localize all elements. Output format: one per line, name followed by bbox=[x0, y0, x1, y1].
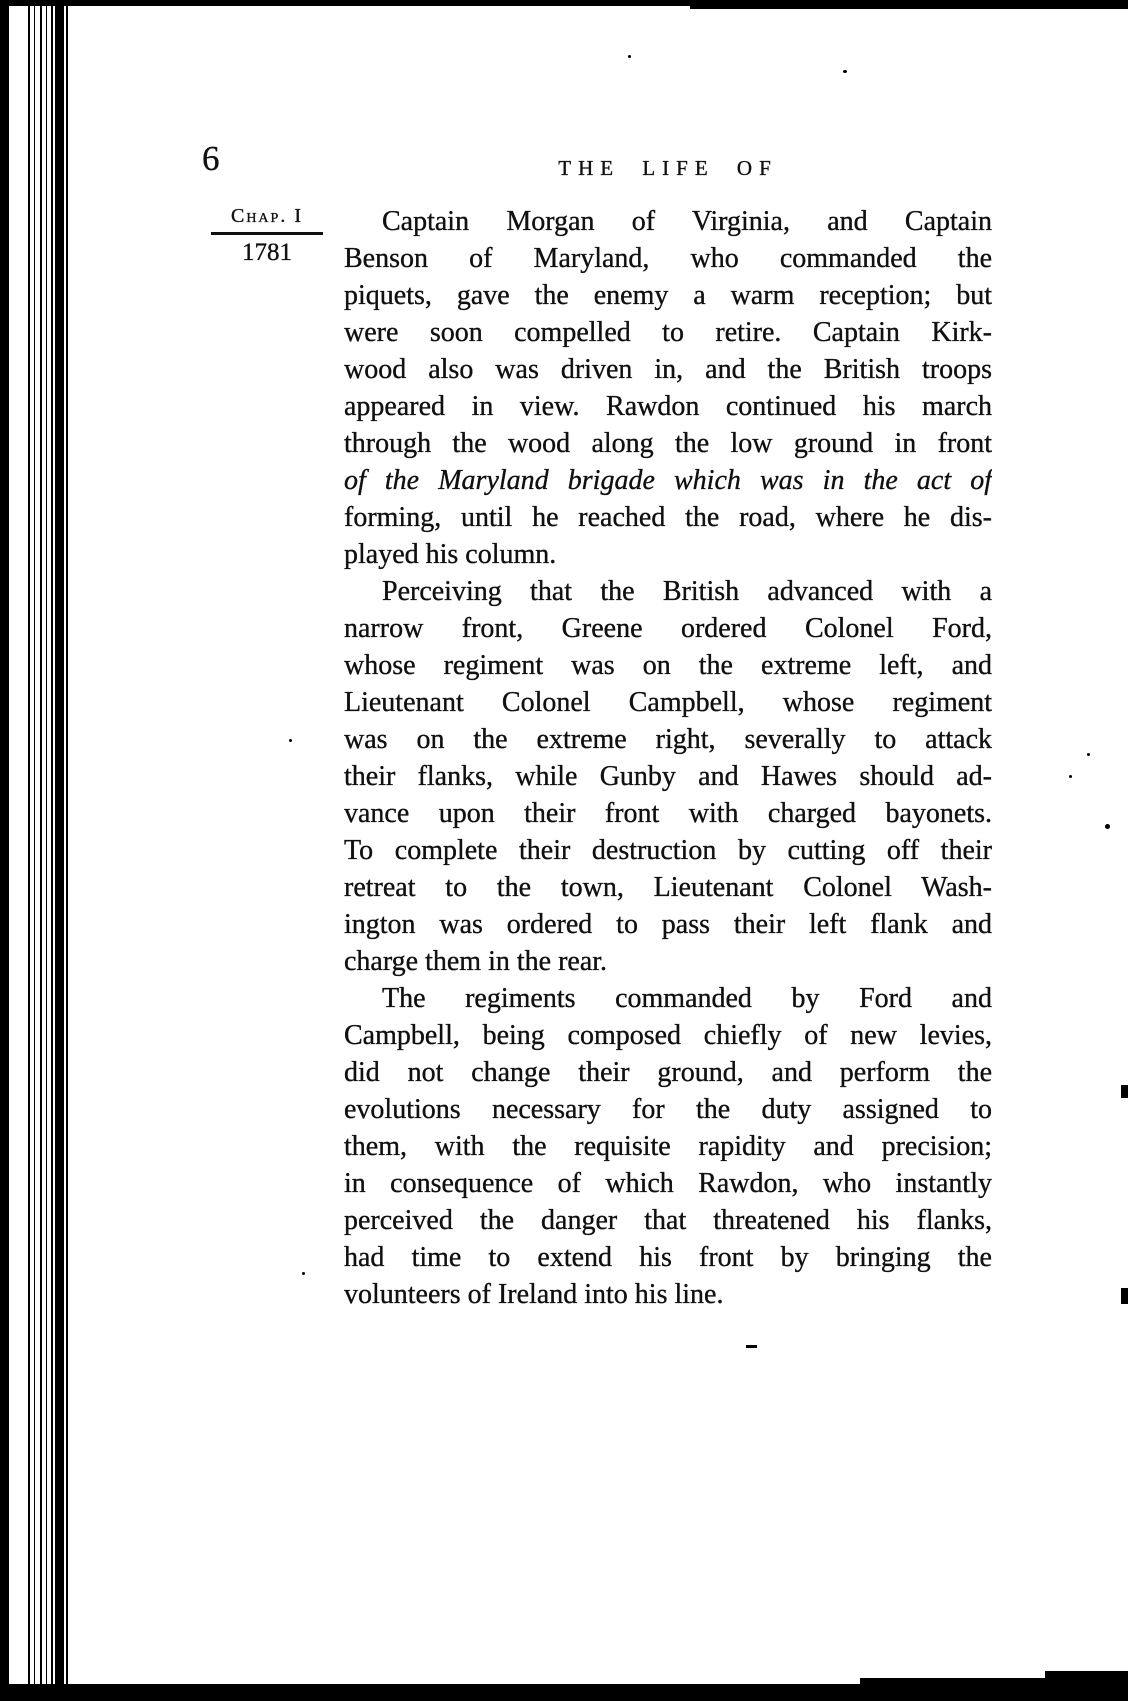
text-line: Captain Morgan of Virginia, and Captain bbox=[382, 206, 992, 237]
text-line: To complete their destruction by cutting off their bbox=[344, 835, 992, 866]
scan-speck bbox=[1087, 753, 1090, 756]
text-line: volunteers of Ireland into his line. bbox=[344, 1279, 724, 1310]
text-line: of the Maryland brigade which was in the act of bbox=[344, 465, 992, 496]
text-line: ington was ordered to pass their left flank and bbox=[344, 909, 992, 940]
text-line: vance upon their front with charged bayonets. bbox=[344, 798, 992, 829]
text-line: whose regiment was on the extreme left, and bbox=[344, 650, 992, 681]
scan-edge-top-right bbox=[690, 0, 1128, 9]
margin-note bbox=[211, 204, 323, 265]
body-text bbox=[344, 203, 992, 1313]
scan-speck bbox=[289, 739, 292, 742]
scan-mark bbox=[1121, 1085, 1128, 1098]
gutter-line bbox=[66, 4, 68, 1694]
gutter-line bbox=[34, 4, 35, 1694]
scan-mark bbox=[1121, 1288, 1128, 1304]
gutter-line bbox=[51, 4, 53, 1694]
running-header: THE LIFE OF bbox=[558, 156, 778, 180]
text-line: piquets, gave the enemy a warm reception; but bbox=[344, 280, 992, 311]
gutter-line bbox=[28, 4, 30, 1694]
text-line: evolutions necessary for the duty assigned to bbox=[344, 1094, 992, 1125]
scan-speck bbox=[1105, 824, 1110, 829]
text-line: Perceiving that the British advanced with a bbox=[382, 576, 992, 607]
scan-speck bbox=[302, 1272, 305, 1275]
gutter-line bbox=[46, 4, 47, 1694]
margin-rule bbox=[211, 232, 323, 235]
text-line: retreat to the town, Lieutenant Colonel Wash- bbox=[344, 872, 992, 903]
gutter-line bbox=[40, 4, 42, 1694]
scan-speck bbox=[1069, 775, 1072, 778]
chapter-label: Chap. I bbox=[230, 205, 303, 227]
text-line: Campbell, being composed chiefly of new levies, bbox=[344, 1020, 992, 1051]
text-line: forming, until he reached the road, where he dis- bbox=[344, 502, 992, 533]
text-line: played his column. bbox=[344, 539, 557, 570]
text-line: was on the extreme right, severally to attack bbox=[344, 724, 992, 755]
text-line: appeared in view. Rawdon continued his march bbox=[344, 391, 992, 422]
text-line: charge them in the rear. bbox=[344, 946, 608, 977]
text-line: them, with the requisite rapidity and precision; bbox=[344, 1131, 992, 1162]
text-line: did not change their ground, and perform the bbox=[344, 1057, 992, 1088]
text-line: narrow front, Greene ordered Colonel Ford, bbox=[344, 613, 992, 644]
book-gutter-lines bbox=[0, 4, 90, 1694]
scan-edge-bottom-corner bbox=[1045, 1671, 1128, 1685]
scan-mark bbox=[746, 1345, 757, 1348]
text-line: perceived the danger that threatened his flanks, bbox=[344, 1205, 992, 1236]
text-line: their flanks, while Gunby and Hawes should ad- bbox=[344, 761, 992, 792]
text-line: Lieutenant Colonel Campbell, whose regiment bbox=[344, 687, 992, 718]
page-number: 6 bbox=[202, 139, 220, 178]
gutter-line bbox=[55, 4, 64, 1694]
text-line: through the wood along the low ground in front bbox=[344, 428, 992, 459]
text-line: had time to extend his front by bringing the bbox=[344, 1242, 992, 1273]
text-line: wood also was driven in, and the British troops bbox=[344, 354, 992, 385]
year-label: 1781 bbox=[242, 239, 292, 266]
text-line: were soon compelled to retire. Captain Kirk- bbox=[344, 317, 992, 348]
text-line: Benson of Maryland, who commanded the bbox=[344, 243, 992, 274]
scan-speck bbox=[843, 70, 847, 73]
text-line: The regiments commanded by Ford and bbox=[382, 983, 992, 1014]
scan-speck bbox=[628, 55, 631, 58]
text-line: in consequence of which Rawdon, who instantly bbox=[344, 1168, 992, 1199]
